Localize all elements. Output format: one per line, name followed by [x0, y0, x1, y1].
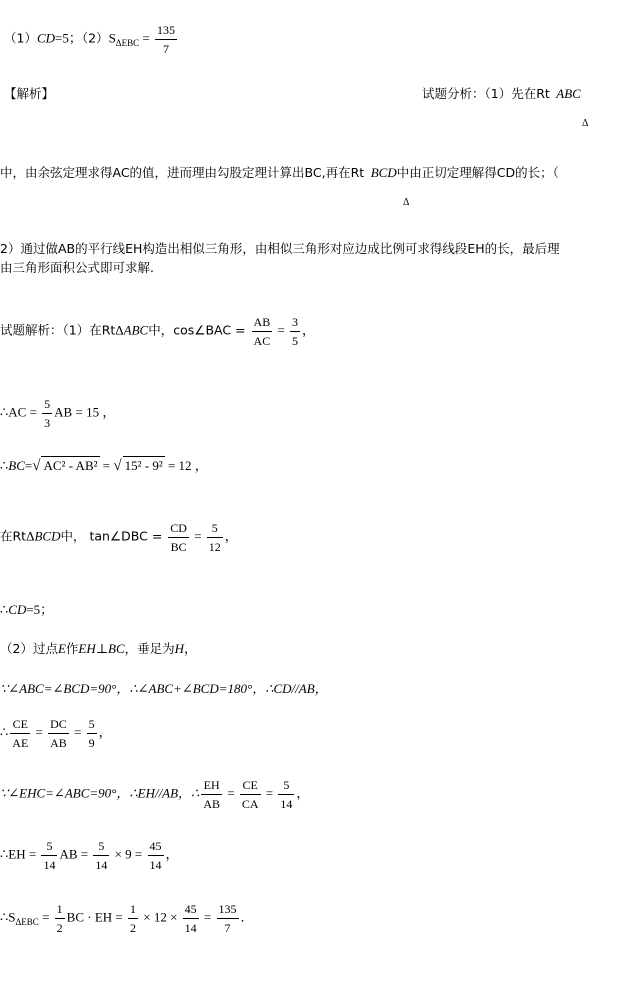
s3-pre: ∴: [0, 458, 9, 473]
s1-end: ，: [302, 322, 316, 338]
s1-frac-1: [252, 316, 273, 347]
s8-frac-1: [10, 718, 30, 749]
s3-end: = 12 ，: [164, 458, 208, 473]
s4-eq: =: [190, 528, 205, 544]
s10-d2: 14: [95, 858, 108, 872]
answer-eq5: =5；: [55, 30, 82, 46]
s9-end: ，: [296, 785, 310, 801]
s6-bc: BC: [108, 641, 125, 656]
analysis-triangle-1: Δ: [582, 118, 589, 129]
s11-n3: 45: [183, 903, 199, 919]
s4-num2: 5: [207, 522, 223, 538]
s10-n3: 45: [148, 840, 164, 856]
s8-n2: DC: [48, 718, 69, 734]
s10-mid2: × 9 =: [111, 846, 146, 862]
answer-eq: =: [139, 30, 153, 46]
analysis-line-3: 2）通过做AB的平行线EH构造出相似三角形，由相似三角形对应边成比例可求得线段EH的长，最后理: [0, 241, 560, 256]
s6-eh: EH: [78, 641, 96, 656]
analysis-line-2: [0, 163, 559, 181]
s6-perp: ⊥: [95, 641, 108, 656]
s5-end: =5；: [26, 602, 54, 617]
s6-e: E: [57, 641, 66, 656]
s6-h: H: [174, 641, 185, 656]
s6-end: ，: [184, 641, 198, 656]
sqrt-sign-2: √: [113, 458, 122, 474]
s11-n2: 1: [128, 903, 138, 919]
s4-end: ，: [224, 528, 238, 544]
s8-n1: CE: [10, 718, 30, 734]
s1-den: AC: [253, 334, 271, 348]
answer-den: 7: [162, 42, 169, 56]
s11-d2: 2: [130, 921, 136, 935]
s4-frac-2: [207, 522, 223, 553]
s10-d3: 14: [149, 858, 162, 872]
answer-fraction: [155, 24, 177, 55]
sqrt-sign-1: √: [32, 458, 41, 474]
solution-step-2: [0, 398, 115, 429]
s1-tri: Δ: [115, 322, 124, 338]
s4-pre: 在Rt: [0, 528, 27, 544]
answer-cd: CD: [36, 30, 56, 46]
s1-mid: 中，cos∠BAC =: [148, 322, 250, 338]
analysis-abc: ABC: [556, 86, 581, 101]
s11-end: ．: [240, 909, 254, 925]
solution-step-7: ∵∠ABC=∠BCD=90°，∴∠ABC+∠BCD=180°，∴CD//AB，: [0, 681, 328, 696]
s9-d3: 14: [280, 797, 293, 811]
s9-frac-2: [240, 779, 261, 810]
s10-mid1: AB =: [59, 846, 92, 862]
solution-step-10: [0, 840, 179, 871]
analysis-heading: 【解析】: [4, 86, 55, 101]
s9-frac-1: [201, 779, 222, 810]
s11-mid1: BC · EH =: [66, 909, 126, 925]
analysis-line2-text: 中，由余弦定理求得AC的值，进而理由勾股定理计算出BC,再在Rt: [0, 165, 365, 180]
s11-d1: 2: [56, 921, 63, 935]
solution-step-1: [0, 316, 315, 347]
s11-mid2: × 12 ×: [140, 909, 181, 925]
s10-frac-3: [148, 840, 164, 871]
s10-frac-1: [41, 840, 57, 871]
analysis-intro-text: 试题分析：（1）先在Rt: [422, 86, 550, 101]
s1-abc: ABC: [123, 322, 149, 338]
s9-frac-3: [278, 779, 294, 810]
s8-end: ，: [98, 724, 112, 740]
s9-n3: 5: [278, 779, 294, 795]
s11-n4: 135: [217, 903, 239, 919]
solution-step-9: ∵∠EHC=∠ABC=90°，∴EH//AB，∴ $\frac{EH}{AB}$ = $\frac{CE}{CA}$ = $\frac{5}{14}$ ，: [0, 778, 310, 811]
answer-line: [4, 24, 179, 55]
s8-d1: AE: [12, 736, 29, 750]
solution-step-11: [0, 903, 254, 934]
s1-num2: 3: [290, 316, 300, 332]
s1-frac-2: [290, 316, 300, 347]
s8-frac-2: [48, 718, 69, 749]
s9-n1: EH: [201, 779, 222, 795]
s10-pre: ∴EH =: [0, 846, 40, 862]
s10-d1: 14: [43, 858, 56, 872]
solution-step-4: [0, 522, 238, 553]
s4-mid: 中， tan∠DBC =: [60, 528, 167, 544]
s4-bcd: BCD: [34, 528, 61, 544]
s5-cd: CD: [8, 602, 27, 617]
answer-num: 135: [155, 24, 177, 40]
s4-num: CD: [168, 522, 189, 538]
s11-frac-1: [55, 903, 65, 934]
s11-frac-2: [128, 903, 138, 934]
s10-frac-2: [93, 840, 109, 871]
s11-d4: 7: [224, 921, 231, 935]
s2-pre: ∴AC =: [0, 404, 41, 420]
analysis-intro: [422, 84, 581, 102]
s11-sub: ΔEBC: [15, 917, 39, 928]
s1-den2: 5: [292, 334, 299, 348]
s8-n3: 5: [87, 718, 97, 734]
s6-c: ，垂足为: [124, 641, 175, 656]
s6-b: 作: [65, 641, 79, 656]
answer-s: S: [108, 30, 116, 46]
s11-frac-3: [183, 903, 199, 934]
s11-mid3: =: [200, 909, 215, 925]
s10-n1: 5: [41, 840, 57, 856]
s3-eq: =: [24, 458, 33, 473]
analysis-line-4: 由三角形面积公式即可求解.: [0, 260, 154, 275]
s8-pre: ∴: [0, 724, 9, 740]
s3-bc: BC: [8, 458, 25, 473]
s8-d3: 9: [88, 736, 95, 750]
solution-step-6: [0, 638, 197, 657]
s11-pre: ∴S: [0, 909, 16, 925]
s9-n2: CE: [240, 779, 261, 795]
s11-n1: 1: [55, 903, 65, 919]
analysis-line2b-text: 中由正切定理解得CD的长；（: [396, 165, 559, 180]
s10-end: ，: [165, 846, 179, 862]
s1-pre: 试题解析：（1）在Rt: [0, 322, 116, 338]
s11-frac-4: [217, 903, 239, 934]
s5-pre: ∴: [0, 602, 9, 617]
s6-a: （2）过点: [0, 641, 58, 656]
s8-d2: AB: [50, 736, 67, 750]
s3-radicand-2: 15² - 9²: [124, 458, 163, 473]
s4-den2: 12: [208, 540, 221, 554]
solution-step-5: [0, 599, 53, 618]
s8-frac-3: [87, 718, 97, 749]
analysis-triangle-2: Δ: [403, 197, 410, 208]
s9-d1: AB: [203, 797, 221, 811]
s2-post: AB = 15 ，: [54, 404, 116, 420]
s1-num: AB: [252, 316, 273, 332]
s11-eq: =: [38, 909, 53, 925]
s11-d3: 14: [184, 921, 197, 935]
s9-a: ∵∠EHC=∠ABC=90°，∴EH//AB，∴: [0, 785, 200, 801]
s2-frac: [42, 398, 52, 429]
s2-den: 3: [44, 416, 51, 430]
s1-eq: =: [274, 322, 289, 338]
solution-step-8: ∴ $\frac{CE}{AE}$ = $\frac{DC}{AB}$ = $\frac{5}{9}$ ，: [0, 717, 112, 750]
solution-step-3: [0, 455, 208, 475]
s3-mid: =: [99, 458, 114, 473]
s2-num: 5: [42, 398, 52, 414]
s3-radicand-1: AC² - AB²: [43, 458, 98, 473]
answer-part2: （2）: [81, 30, 109, 46]
answer-part1: （1）: [4, 30, 37, 46]
s4-frac-1: [168, 522, 189, 553]
s4-den: BC: [170, 540, 187, 554]
analysis-bcd: BCD: [370, 165, 397, 180]
s4-tri: Δ: [26, 528, 35, 544]
answer-sub: ΔEBC: [115, 38, 140, 49]
s10-n2: 5: [93, 840, 109, 856]
s9-d2: CA: [241, 797, 259, 811]
